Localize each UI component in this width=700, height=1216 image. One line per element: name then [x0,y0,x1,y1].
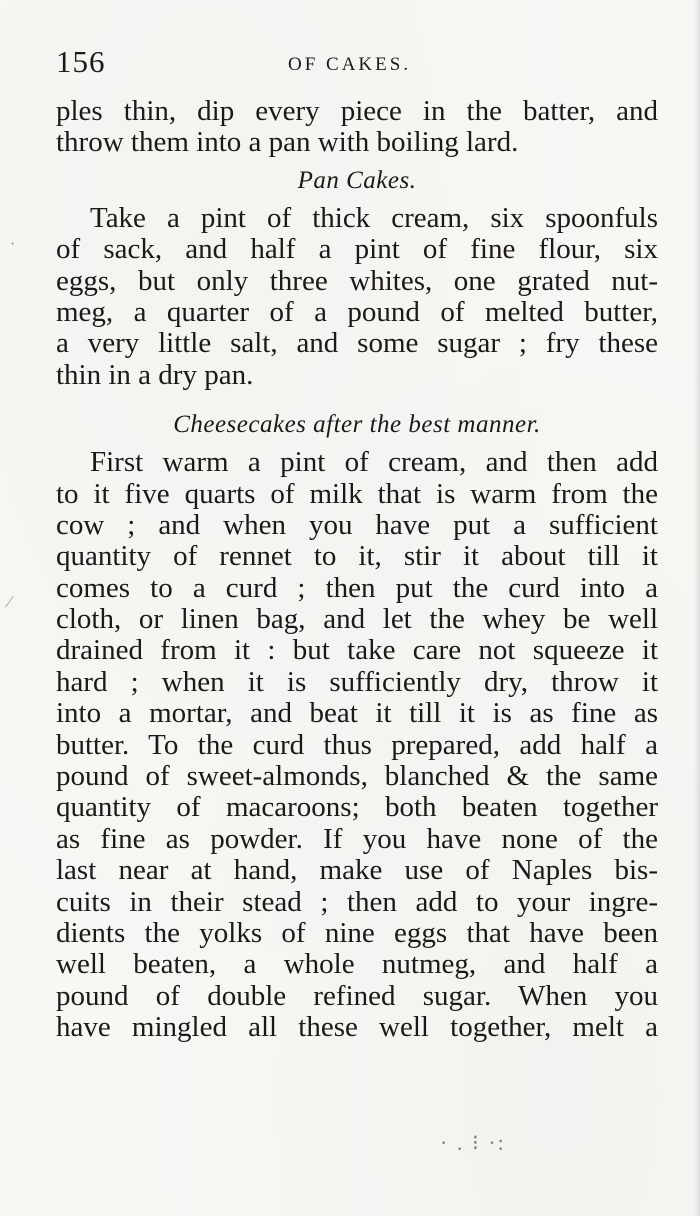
text-line: a very little salt, and some sugar ; fry these [56,327,658,360]
text-line: throw them into a pan with boiling lard. [56,126,519,159]
body-text [56,96,658,1044]
text-line: have mingled all these well together, melt a [56,1011,658,1044]
text-line: quantity of rennet to it, stir it about till it [56,540,658,573]
text-line: into a mortar, and beat it till it is as fine as [56,697,658,730]
page-gutter-shadow [694,0,700,1216]
text-line: drained from it : but take care not squeeze it [56,634,658,667]
recipe-heading: Pan Cakes. [297,166,417,194]
text-line: last near at hand, make use of Naples bis- [56,854,658,887]
text-line: First warm a pint of cream, and then add [90,446,658,479]
section-gap [56,391,658,403]
text-line: dients the yolks of nine eggs that have been [56,916,658,949]
running-head: OF CAKES. [288,54,412,75]
text-line: pound of sweet-almonds, blanched & the same [56,760,658,793]
text-line: cloth, or linen bag, and let the whey be well [56,603,658,636]
text-line: comes to a curd ; then put the curd into a [56,571,658,604]
text-line: eggs, but only three whites, one grated nut- [56,264,658,297]
recipe-pan-cakes [56,159,658,391]
text-line: quantity of macaroons; both beaten together [56,791,658,824]
text-line: hard ; when it is sufficiently dry, throw it [56,665,658,698]
text-line: to it five quarts of milk that is warm from the [56,477,658,510]
recipe-heading: Cheesecakes after the best manner. [173,411,541,439]
text-line: thin in a dry pan. [56,358,254,391]
text-line: meg, a quarter of a pound of melted butter, [56,295,658,328]
text-line: ples thin, dip every piece in the batter, and [56,95,658,127]
margin-speck: ⁄ [8,594,11,611]
text-line: cuits in their stead ; then add to your ingre- [56,885,658,918]
text-line: cow ; and when you have put a sufficient [56,508,658,541]
text-line: of sack, and half a pint of fine flour, six [56,233,658,266]
page-number: 156 [56,44,106,79]
recipe-cheesecakes [56,403,658,1043]
margin-speck: · [10,236,16,253]
text-line: butter. To the curd thus prepared, add half a [56,728,658,761]
text-line: as fine as powder. If you have none of the [56,822,658,855]
continued-recipe [56,96,658,159]
text-line: pound of double refined sugar. When you [56,979,658,1012]
text-line: well beaten, a whole nutmeg, and half a [56,948,658,981]
page-header [56,44,656,84]
ink-specks: · . ⁝ ·: [440,1130,506,1155]
text-line: Take a pint of thick cream, six spoonfuls [90,201,658,234]
